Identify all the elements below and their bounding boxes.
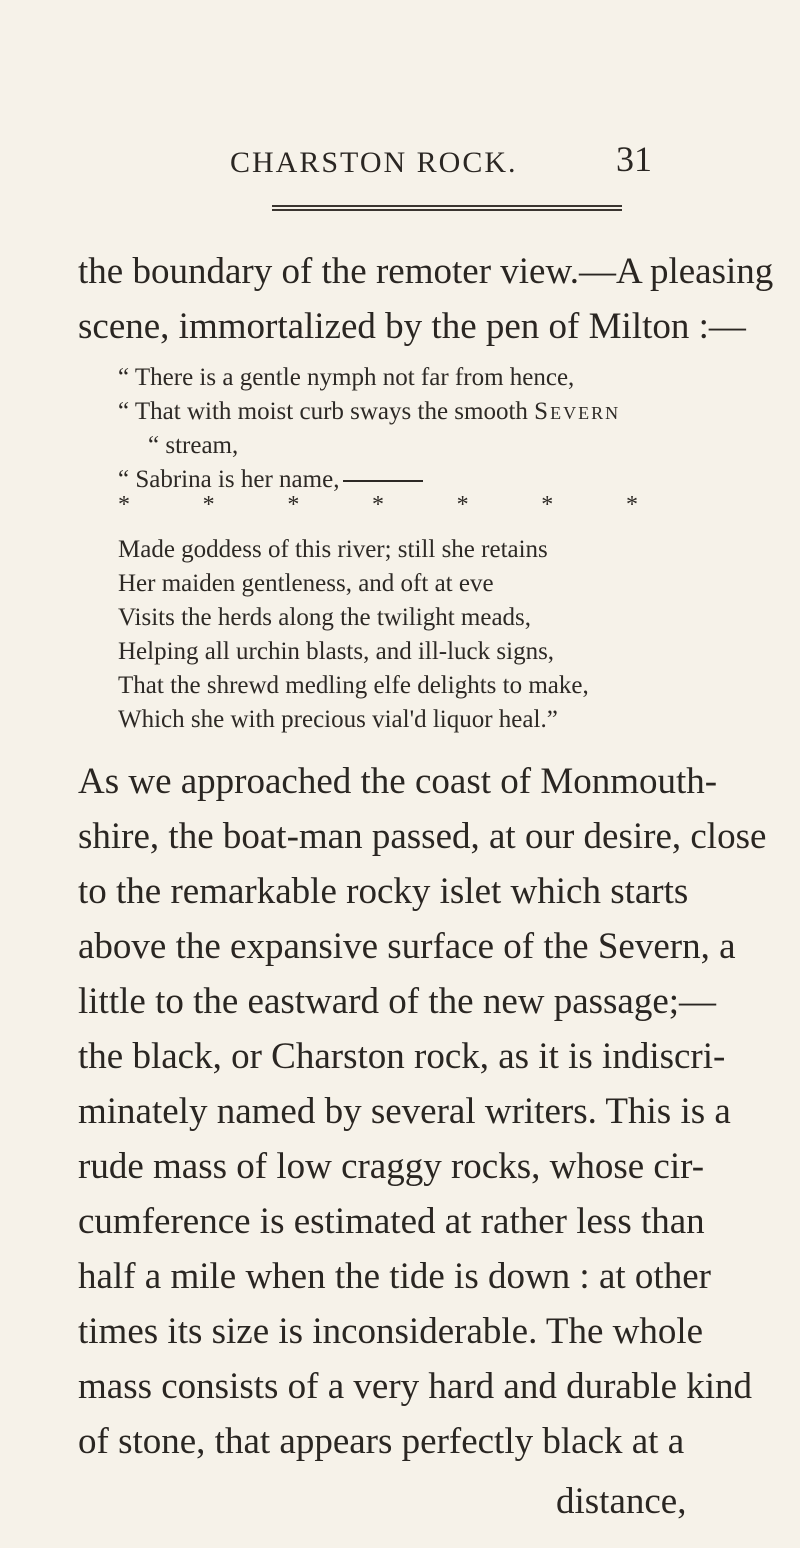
body-line: minately named by several writers. This is a <box>78 1091 731 1132</box>
star: * <box>118 492 130 518</box>
page-number: 31 <box>616 139 652 179</box>
poem-line-text: “ That with moist curb sways the smooth <box>118 398 535 425</box>
star: * <box>371 492 384 518</box>
severn-smallcaps: Severn <box>534 398 621 425</box>
poem-dash <box>343 480 423 482</box>
star: * <box>625 492 638 518</box>
poem-line: Made goddess of this river; still she retains <box>118 536 548 563</box>
header-rule-top <box>272 205 622 207</box>
body-line: shire, the boat-man passed, at our desire, close <box>78 816 767 857</box>
intro-line: scene, immortalized by the pen of Milton :— <box>78 306 746 347</box>
catchword: distance, <box>556 1481 687 1522</box>
poem-line: Helping all urchin blasts, and ill-luck signs, <box>118 638 555 665</box>
body-line: half a mile when the tide is down : at other <box>78 1256 711 1297</box>
poem-line <box>118 466 423 494</box>
body-line: the black, or Charston rock, as it is indiscri- <box>78 1036 726 1077</box>
body-line: As we approached the coast of Monmouth- <box>78 761 718 802</box>
poem-line-text: “ Sabrina is her name, <box>118 466 340 493</box>
star: * <box>202 492 215 518</box>
header-rule-bottom <box>272 209 622 211</box>
body-line: times its size is inconsiderable. The whole <box>78 1311 704 1352</box>
body-line: of stone, that appears perfectly black at a <box>78 1421 685 1462</box>
poem-line: Her maiden gentleness, and oft at eve <box>118 570 494 597</box>
star: * <box>541 492 554 518</box>
intro-line: the boundary of the remoter view.—A pleasing <box>78 251 774 292</box>
poem-line: Visits the herds along the twilight meads, <box>118 604 532 631</box>
body-line: mass consists of a very hard and durable kind <box>78 1366 753 1407</box>
star: * <box>456 492 469 518</box>
running-title: CHARSTON ROCK. <box>230 146 518 179</box>
body-line: little to the eastward of the new passage;— <box>78 981 717 1022</box>
poem-line: That the shrewd medling elfe delights to make, <box>118 672 589 699</box>
body-line: above the expansive surface of the Severn, a <box>78 926 736 967</box>
poem-line: Which she with precious vial'd liquor heal.” <box>118 706 558 733</box>
poem-line: “ stream, <box>148 432 239 459</box>
star: * <box>287 492 300 518</box>
poem-line <box>118 398 620 426</box>
poem-line: “ There is a gentle nymph not far from hence, <box>118 364 575 391</box>
ellipsis-stars <box>118 492 638 519</box>
body-line: rude mass of low craggy rocks, whose cir- <box>78 1146 705 1187</box>
body-line: cumference is estimated at rather less than <box>78 1201 705 1242</box>
body-line: to the remarkable rocky islet which starts <box>78 871 689 912</box>
